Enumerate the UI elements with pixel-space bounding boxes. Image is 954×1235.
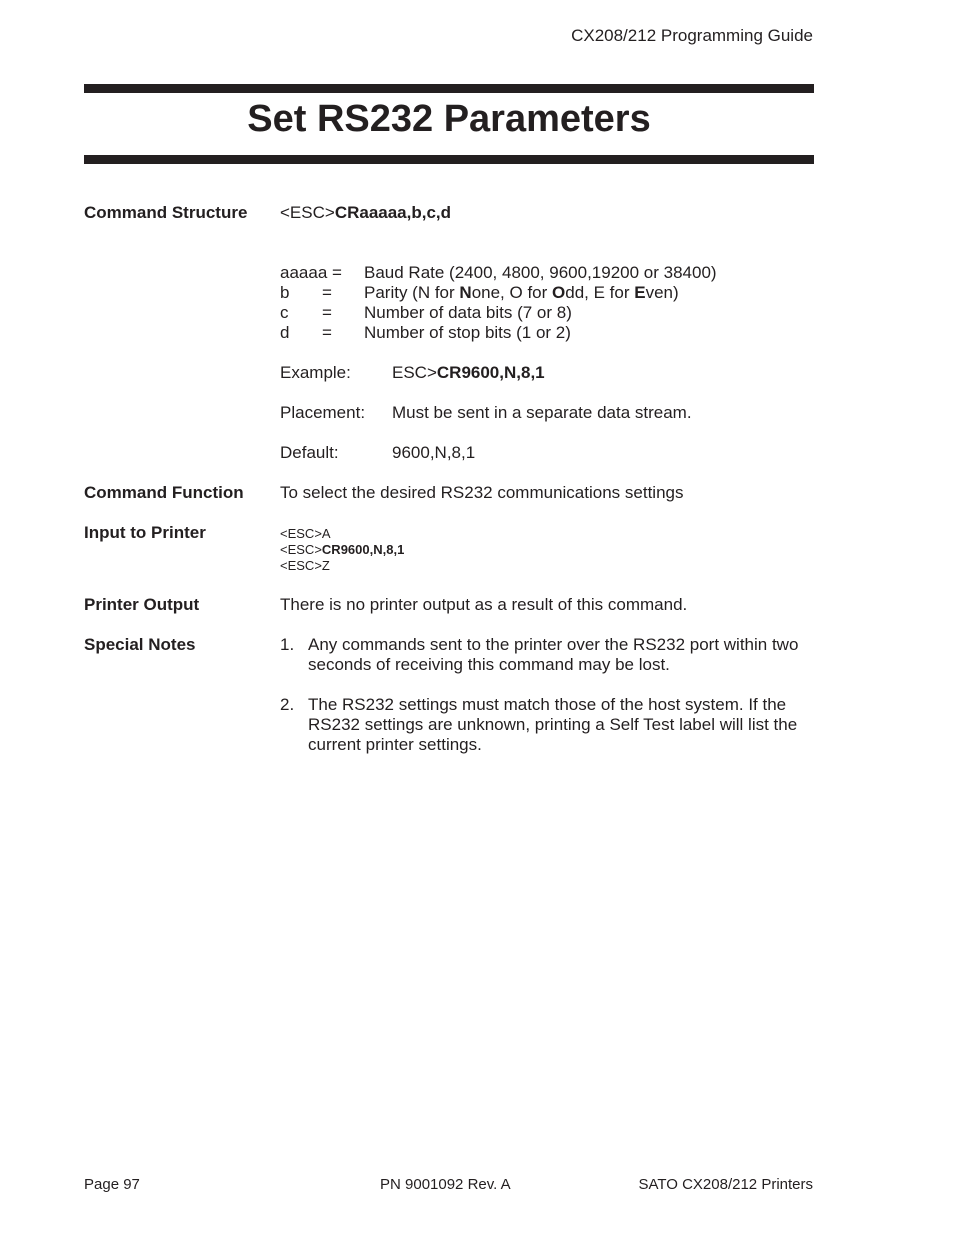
param-b-desc-part: Parity (N for (364, 283, 460, 302)
special-note-text: Any commands sent to the printer over the RS232 port within two seconds of receiving this command may be lost. (308, 635, 799, 674)
special-notes-label: Special Notes (84, 635, 196, 654)
running-header: CX208/212 Programming Guide (571, 26, 813, 45)
command-function-label: Command Function (84, 483, 244, 502)
default-value: 9600,N,8,1 (392, 443, 476, 462)
param-b-eq: = (322, 283, 332, 302)
param-b-desc-bold: O (552, 283, 566, 302)
param-b-desc-part: ven) (645, 283, 679, 302)
param-b-name: b (280, 283, 290, 302)
param-c-desc: Number of data bits (7 or 8) (364, 303, 572, 322)
example-value (392, 363, 545, 383)
default-label: Default: (280, 443, 339, 462)
input-line-1: <ESC>A (280, 526, 331, 541)
footer-page-number: Page 97 (84, 1176, 140, 1193)
printer-output-value: There is no printer output as a result of this command. (280, 595, 688, 614)
param-b-desc-bold: N (459, 283, 472, 302)
command-structure-label: Command Structure (84, 203, 248, 222)
input-line-2-command: CR9600,N,8,1 (321, 542, 405, 557)
example-command: CR9600,N,8,1 (436, 363, 545, 382)
param-b-desc-part: one, O for (471, 283, 553, 302)
title-rule-top (84, 84, 814, 93)
command-structure-prefix: <ESC> (280, 203, 335, 222)
input-to-printer-label: Input to Printer (84, 523, 206, 542)
param-d-eq: = (322, 323, 332, 342)
title-rule-bottom (84, 155, 814, 164)
command-function-value: To select the desired RS232 communications settings (280, 483, 684, 502)
placement-value: Must be sent in a separate data stream. (392, 403, 692, 422)
param-b-desc (364, 283, 679, 303)
input-line-2-prefix: <ESC> (280, 542, 322, 557)
param-b-desc-bold: E (634, 283, 646, 302)
special-note-item (280, 695, 815, 755)
input-line-3: <ESC>Z (280, 558, 330, 573)
footer-part-number: PN 9001092 Rev. A (380, 1176, 511, 1193)
placement-label: Placement: (280, 403, 366, 422)
footer-product: SATO CX208/212 Printers (638, 1176, 813, 1193)
command-structure-value (280, 203, 451, 223)
param-d-name: d (280, 323, 290, 342)
special-note-text: The RS232 settings must match those of the host system. If the RS232 settings are unknown, printing a Self Test label will list the current printer settings. (308, 695, 798, 754)
param-a-desc: Baud Rate (2400, 4800, 9600,19200 or 38400) (364, 263, 717, 282)
param-c-name: c (280, 303, 289, 322)
printer-output-label: Printer Output (84, 595, 200, 614)
param-c-eq: = (322, 303, 332, 322)
param-d-desc: Number of stop bits (1 or 2) (364, 323, 571, 342)
param-a-name: aaaaa = (280, 263, 342, 282)
page-title: Set RS232 Parameters (247, 98, 651, 140)
special-note-number: 2. (280, 695, 295, 714)
example-label: Example: (280, 363, 351, 382)
input-line-2 (280, 542, 404, 558)
command-structure-command: CRaaaaa,b,c,d (334, 203, 452, 222)
example-prefix: ESC> (392, 363, 437, 382)
special-note-item (280, 635, 815, 675)
param-b-desc-part: dd, E for (565, 283, 635, 302)
special-note-number: 1. (280, 635, 295, 654)
